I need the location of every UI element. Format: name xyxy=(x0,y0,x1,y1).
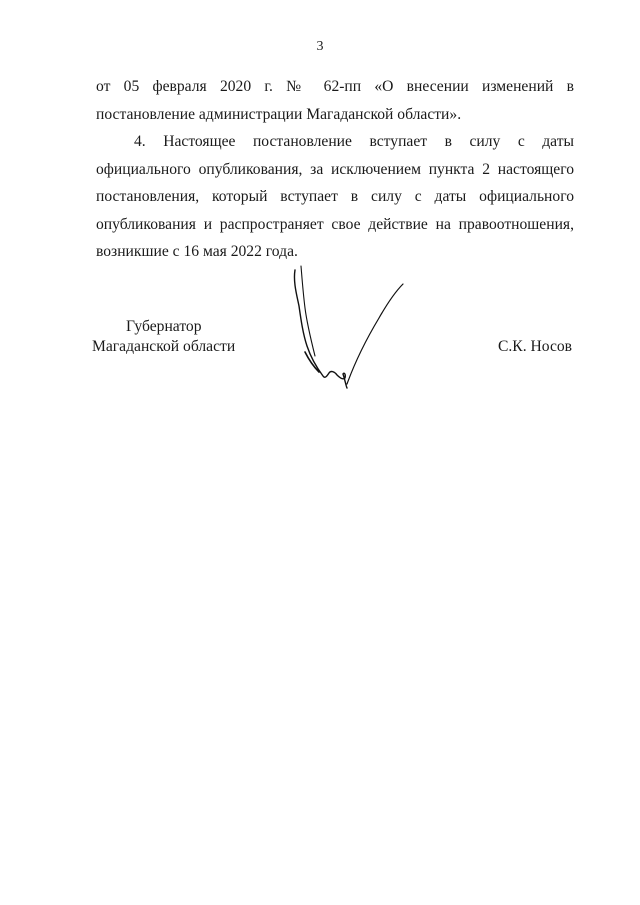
document-body xyxy=(96,73,574,266)
signatory-title-line1: Губернатор xyxy=(126,318,202,335)
paragraph-item-4: 4. Настоящее постановление вступает в силу с даты официального опубликования, за исключением пункта 2 настоящего постановления, который вступает в силу с даты официального опубликования и распространяет свое действие на правоотношения, возникшие с 16 мая 2022 года. xyxy=(96,133,574,260)
paragraph-continuation: от 05 февраля 2020 г. № 62-пп «О внесении изменений в постановление администрации Магаданской области». xyxy=(96,78,574,123)
signatory-title xyxy=(92,317,235,357)
page-number: 3 xyxy=(316,39,324,54)
handwritten-signature-icon xyxy=(283,262,413,392)
signatory-name: С.К. Носов xyxy=(498,338,573,355)
signatory-title-line2: Магаданской области xyxy=(92,338,236,355)
